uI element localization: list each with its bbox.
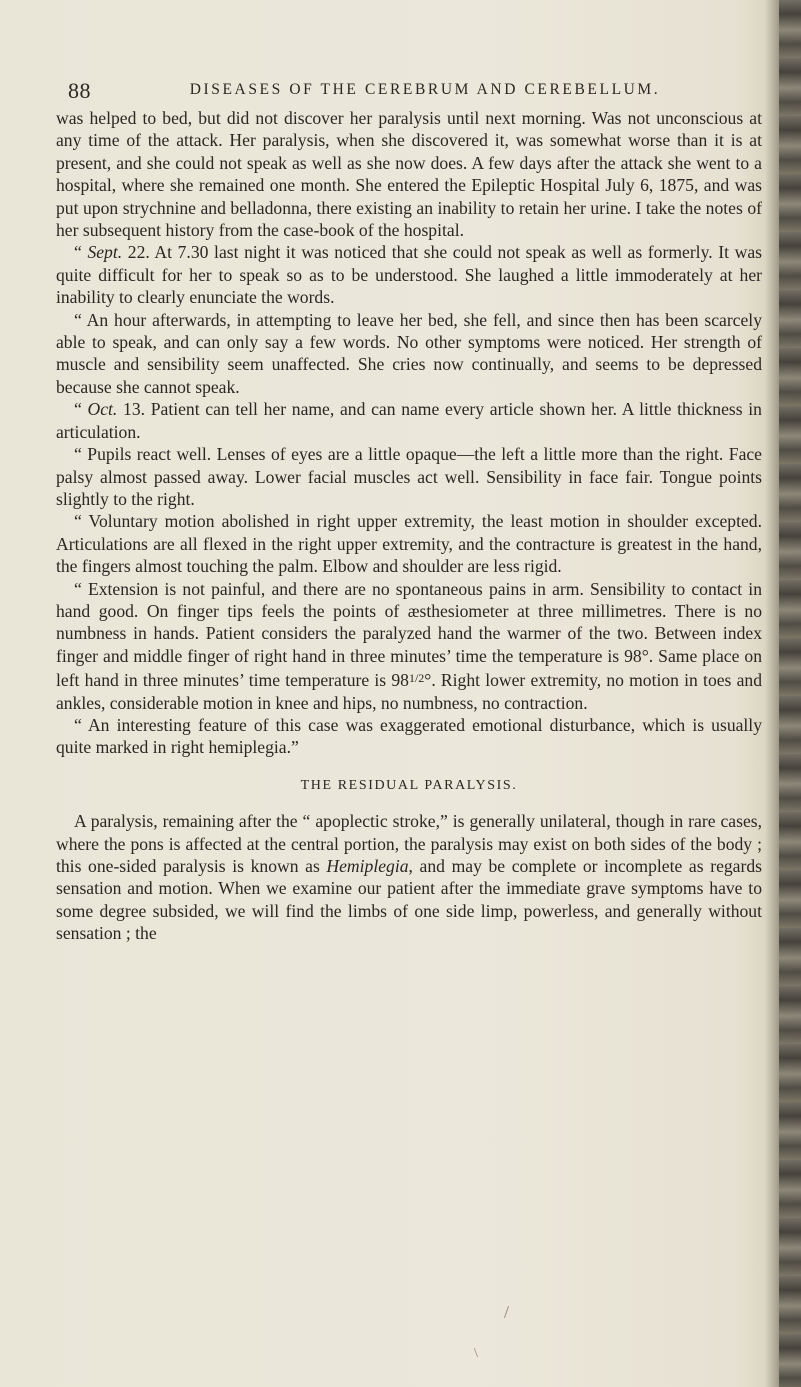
paragraph-residual-text-a: A paralysis, remaining after the “ apoplectic stroke,” is generally unilateral, though in rare cases, where the pons is affected at the central portion, the paralysis may exist on both sides of the body ; this one-sided paralysis is known as [56, 811, 762, 876]
paragraph-residual-text-b: , and may be complete or incomplete as regards sensation and motion. When we examine our patient after the immediate grave symptoms have to some degree subsided, we will find the limbs of one side limp, powerless, and generally without sensation ; the [56, 856, 762, 944]
book-edge [779, 0, 801, 1387]
date-oct: Oct. [87, 399, 118, 420]
paragraph-hour-afterwards: “ An hour afterwards, in attempting to leave her bed, she fell, and since then has been scarcely able to speak, and can only say a few words. No other symptoms were noticed. Her strength of muscle and sensibility seem unaffected. She cries now continually, and seems to be depressed because she cannot speak. [56, 309, 762, 397]
paragraph-pupils: “ Pupils react well. Lenses of eyes are a little opaque—the left a little more than the right. Face palsy almost passed away. Lower facial muscles act well. Sensibility in face fair. Tongue points slightly to the right. [56, 444, 762, 509]
pencil-mark: / [504, 1302, 510, 1322]
page-header [68, 78, 758, 104]
paragraph-emotional-disturbance: “ An interesting feature of this case was exaggerated emotional disturbance, which is usually quite marked in right hemiplegia.” [56, 714, 762, 758]
paragraph-oct-13 [56, 398, 762, 443]
page-edge-shadow [765, 0, 779, 1387]
term-hemiplegia: Hemiplegia [326, 856, 409, 876]
section-heading: THE RESIDUAL PARALYSIS. [300, 777, 518, 793]
paragraph-voluntary-motion: “ Voluntary motion abolished in right upper extremity, the least motion in shoulder excepted. Articulations are all flexed in the right upper extremity, and the contracture is greatest in the hand, the fingers almost touching the palm. Elbow and shoulder are less rigid. [56, 511, 762, 577]
page-number: 88 [68, 78, 91, 103]
date-sept: Sept. [87, 242, 123, 263]
paragraph-sept-22-text: 22. At 7.30 last night it was noticed that she could not speak as well as formerly. It was quite difficult for her to speak so as to be understood. She laughed a little immoderately at her inability to clearly enunciate the words. [56, 242, 762, 308]
paragraph-residual-paralysis [56, 810, 762, 944]
paragraph-oct-13-text: 13. Patient can tell her name, and can name every article shown her. A little thickness in articulation. [56, 399, 762, 442]
pencil-mark: \ [474, 1346, 478, 1361]
paragraph-case-history: was helped to bed, but did not discover her paralysis until next morning. Was not unconscious at any time of the attack. Her paralysis, when she discovered it, was somewhat worse than it is at present, and she could not speak as well as she now does. A few days after the attack she went to a hospital, where she remained one month. She entered the Epileptic Hospital July 6, 1875, and was put upon strychnine and belladonna, there existing an inability to retain her urine. I take the notes of her subsequent history from the case-book of the hospital. [56, 108, 762, 241]
fraction-half: 1/2 [408, 671, 425, 686]
running-title: DISEASES OF THE CEREBRUM AND CEREBELLUM. [189, 81, 661, 98]
paragraph-extension-text-b: °. Right lower extremity, no motion in toes and ankles, considerable motion in knee and hips, no numbness, no contraction. [56, 670, 762, 713]
paragraph-sept-22 [56, 241, 762, 308]
open-quote: “ [74, 399, 88, 420]
body-text [56, 107, 762, 945]
paragraph-extension [56, 578, 762, 714]
paragraph-extension-text-a: “ Extension is not painful, and there are no spontaneous pains in arm. Sensibility to contact in hand good. On finger tips feels the points of æsthesiometer at three millimetres. There is no numbness in hands. Patient considers the paralyzed hand the warmer of the two. Between index finger and middle finger of right hand in three minutes’ time the temperature is 98°. Same place on left hand in three minutes’ time temperature is 98 [56, 578, 762, 691]
open-quote: “ [74, 242, 88, 263]
